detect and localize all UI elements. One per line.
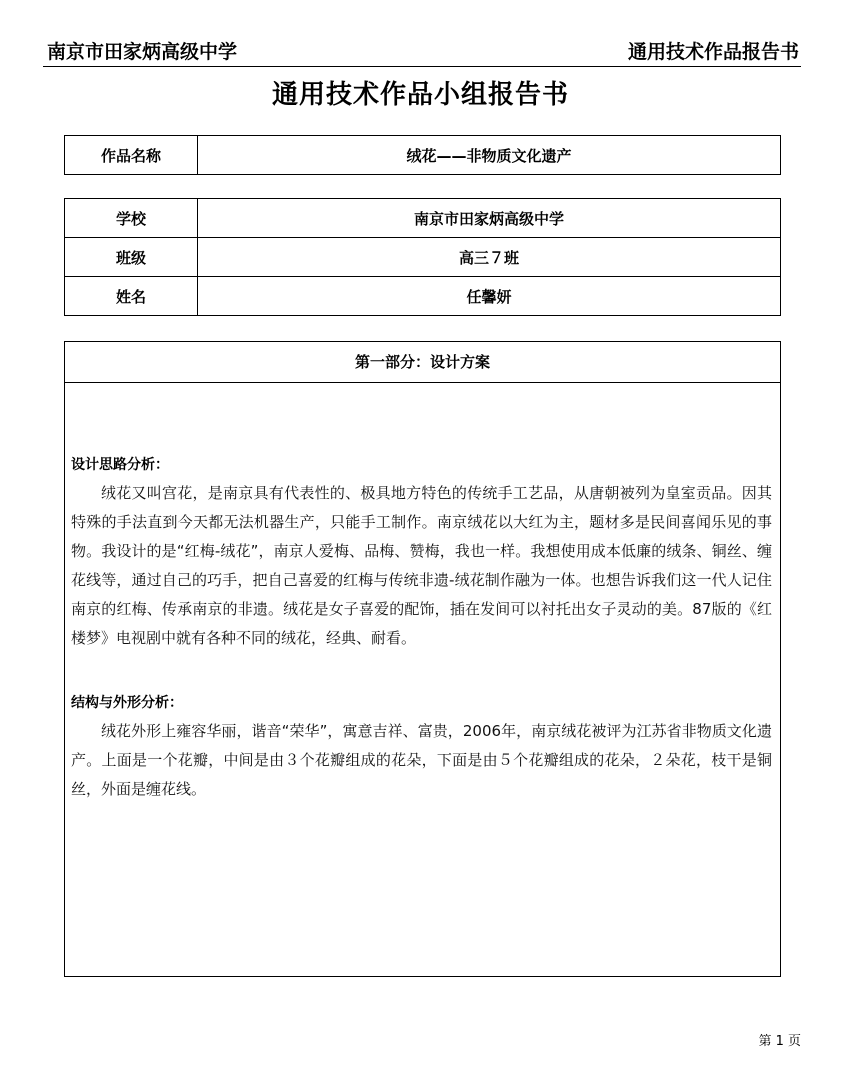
school-value: 南京市田家炳高级中学 <box>198 199 781 238</box>
work-name-table <box>64 135 781 175</box>
page-title: 通用技术作品小组报告书 <box>271 80 569 110</box>
page-number: 第 1 页 <box>758 1034 801 1049</box>
table-row <box>65 238 781 277</box>
structure-text: 绒花外形上雍容华丽，谐音“荣华”，寓意吉祥、富贵，2006年，南京绒花被评为江苏省非物质文化遗产。上面是一个花瓣，中间是由３个花瓣组成的花朵，下面是由５个花瓣组成的花朵，２朵花，枝干是铜丝，外面是缠花线。 <box>71 722 772 798</box>
work-name-value: 绒花——非物质文化遗产 <box>198 136 781 175</box>
name-label: 姓名 <box>65 277 198 316</box>
class-label: 班级 <box>65 238 198 277</box>
header-divider <box>43 66 801 67</box>
design-section <box>64 341 781 977</box>
class-value: 高三７班 <box>198 238 781 277</box>
header-school: 南京市田家炳高级中学 <box>47 41 238 63</box>
work-name-label: 作品名称 <box>65 136 198 175</box>
structure-title: 结构与外形分析： <box>71 695 183 711</box>
header-doc-type: 通用技术作品报告书 <box>627 41 799 63</box>
table-row <box>65 277 781 316</box>
design-heading: 第一部分：设计方案 <box>65 342 780 383</box>
idea-title: 设计思路分析： <box>71 457 169 473</box>
design-body <box>65 383 780 804</box>
school-label: 学校 <box>65 199 198 238</box>
table-row <box>65 136 781 175</box>
table-row <box>65 199 781 238</box>
idea-text: 绒花又叫宫花，是南京具有代表性的、极具地方特色的传统手工艺品，从唐朝被列为皇室贡品。因其特殊的手法直到今天都无法机器生产，只能手工制作。南京绒花以大红为主，题材多是民间喜闻乐见的事物。我设计的是“红梅-绒花”，南京人爱梅、品梅、赞梅，我也一样。我想使用成本低廉的绒条、铜丝、缠花线等，通过自己的巧手，把自己喜爱的红梅与传统非遗-绒花制作融为一体。也想告诉我们这一代人记住南京的红梅、传承南京的非遗。绒花是女子喜爱的配饰，插在发间可以衬托出女子灵动的美。87版的《红楼梦》电视剧中就有各种不同的绒花，经典、耐看。 <box>71 484 772 647</box>
info-table <box>64 198 781 316</box>
name-value: 任馨妍 <box>198 277 781 316</box>
